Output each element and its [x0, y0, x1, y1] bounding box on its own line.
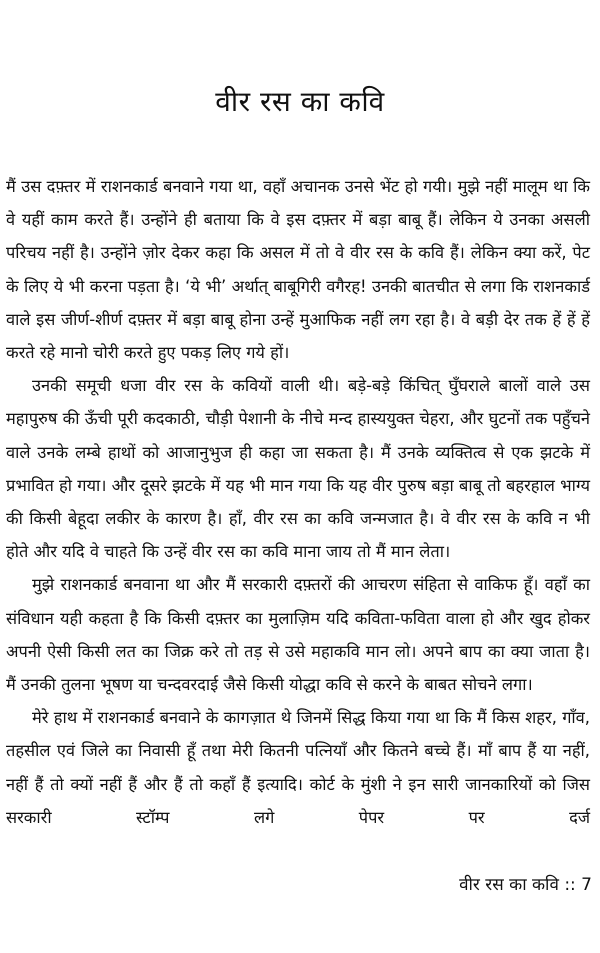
paragraph-2: उनकी समूची धजा वीर रस के कवियों वाली थी। बड़े-बड़े किंचित् घुँघराले बालों वाले उस महापुरुष की ऊँची पूरी कदकाठी, चौड़ी पेशानी के नीचे मन्द हास्ययुक्त चेहरा, और घुटनों तक पहुँचने वाले उनके लम्बे हाथों को आजानुभुज ही कहा जा सकता है। मैं उनके व्यक्तित्व से एक झटके में प्रभावित हो गया। और दूसरे झटके में यह भी मान गया कि यह वीर पुरुष बड़ा बाबू तो बहरहाल भाग्य की किसी बेहूदा लकीर के कारण है। हाँ, वीर रस का कवि जन्मजात है। वे वीर रस के कवि न भी होते और यदि वे चाहते कि उन्हें वीर रस का कवि माना जाय तो मैं मान लेता।: [6, 376, 590, 562]
paragraph-4: मेरे हाथ में राशनकार्ड बनवाने के कागज़ात थे जिनमें सिद्ध किया गया था कि मैं किस शहर, गाँव, तहसील एवं जिले का निवासी हूँ तथा मेरी कितनी पत्नियाँ और कितने बच्चे हैं। माँ बाप हैं या नहीं, नहीं हैं तो क्यों नहीं हैं और हैं तो कहाँ हैं इत्यादि। कोर्ट के मुंशी ने इन सारी जानकारियों को जिस सरकारी स्टॉम्प लगे पेपर पर दर्ज: [6, 708, 590, 827]
chapter-title: वीर रस का कवि: [215, 85, 385, 118]
chapter-body: [6, 170, 590, 834]
paragraph-1: मैं उस दफ़्तर में राशनकार्ड बनवाने गया था, वहाँ अचानक उनसे भेंट हो गयी। मुझे नहीं मालूम था कि वे यहीं काम करते हैं। उन्होंने ही बताया कि वे इस दफ़्तर में बड़ा बाबू हैं। लेकिन ये उनका असली परिचय नहीं है। उन्होंने ज़ोर देकर कहा कि असल में तो वे वीर रस के कवि हैं। लेकिन क्या करें, पेट के लिए ये भी करना पड़ता है। ‘ये भी’ अर्थात् बाबूगिरी वगैरह! उनकी बातचीत से लगा कि राशनकार्ड वाले इस जीर्ण-शीर्ण दफ़्तर में बड़ा बाबू होना उन्हें मुआफिक नहीं लग रहा है। वे बड़ी देर तक हें हें हें करते रहे मानो चोरी करते हुए पकड़ लिए गये हों।: [6, 177, 590, 363]
page-footer: वीर रस का कवि :: 7: [459, 875, 592, 895]
paragraph-3: मुझे राशनकार्ड बनवाना था और मैं सरकारी दफ़्तरों की आचरण संहिता से वाकिफ हूँ। वहाँ का संविधान यही कहता है कि किसी दफ़्तर का मुलाज़िम यदि कविता-फविता वाला हो और खुद होकर अपनी ऐसी किसी लत का जिक्र करे तो तड़ से उसे महाकवि मान लो। अपने बाप का क्या जाता है। मैं उनकी तुलना भूषण या चन्दवरदाई जैसे किसी योद्धा कवि से करने के बाबत सोचने लगा।: [6, 575, 590, 695]
